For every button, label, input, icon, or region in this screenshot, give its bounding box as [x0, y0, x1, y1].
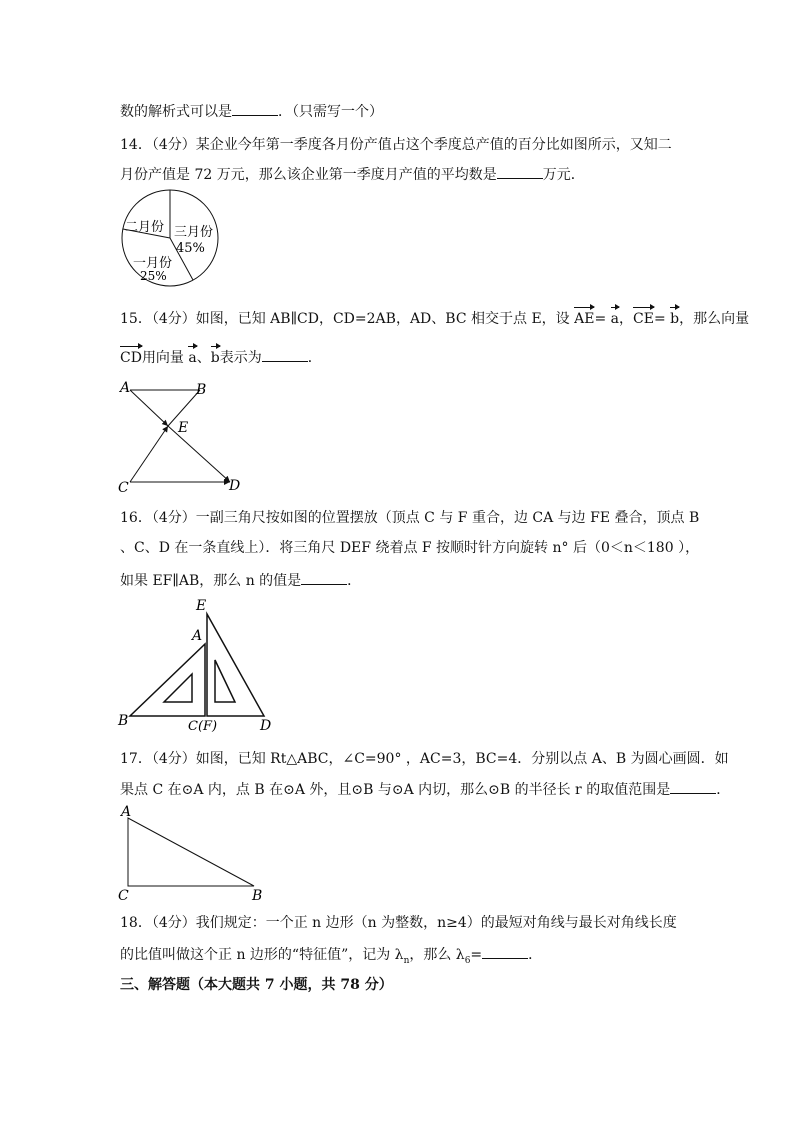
q16-period: ．: [347, 573, 362, 589]
label-a: A: [120, 380, 131, 396]
label-e: E: [196, 598, 207, 614]
q14-unit: 万元．: [542, 167, 585, 183]
q16-text: 如果 EF∥AB，那么 n 的值是: [120, 573, 302, 589]
prev-question-tail: [120, 101, 383, 122]
q14-text: 月份产值是 72 万元，那么该企业第一季度月产值的平均数是: [120, 167, 497, 183]
label-e: E: [178, 420, 189, 436]
label-d: D: [229, 478, 241, 494]
q15-period: ．: [307, 350, 322, 366]
q17-figure: [112, 802, 272, 906]
label-cf: C(F): [188, 719, 218, 734]
label-b: B: [252, 888, 263, 904]
label-a: A: [121, 804, 132, 820]
q15-text: 表示为: [219, 350, 262, 366]
q16-figure: [112, 596, 282, 736]
pie-pct-jan: 25%: [140, 269, 167, 283]
q17-text: 果点 C 在⊙A 内，点 B 在⊙A 外，且⊙B 与⊙A 内切，那么⊙B 的半径长 r 的取值范围是: [120, 782, 671, 798]
q15-figure: [112, 374, 252, 496]
section-three-title: 三、解答题（本大题共 7 小题，共 78 分）: [120, 977, 393, 993]
label-a: A: [192, 628, 203, 644]
vector-b: b: [670, 311, 680, 327]
equals-sign: =: [594, 311, 611, 327]
q16-line1: 16．（4分）一副三角尺按如图的位置摆放（顶点 C 与 F 重合，边 CA 与边 FE 叠合，顶点 B: [120, 510, 700, 526]
vector-b: b: [210, 350, 220, 366]
label-c: C: [118, 480, 129, 496]
comma: ，: [619, 311, 634, 327]
q15-text: 用向量: [141, 350, 184, 366]
prev-question-note: ．（只需写一个）: [278, 104, 383, 120]
segment-ce: [130, 426, 168, 482]
vector-ce: CE: [633, 311, 654, 327]
q15-line2: [120, 347, 322, 368]
equals-sign: =: [653, 311, 671, 327]
vector-ae: AE: [574, 311, 595, 327]
answer-blank: [482, 944, 528, 959]
separator: 、: [196, 350, 211, 366]
subscript-6: 6: [464, 955, 471, 966]
answer-blank: [262, 347, 308, 362]
vector-a: a: [610, 311, 620, 327]
q16-line2: 、C、D 在一条直线上）．将三角尺 DEF 绕着点 F 按顺时针方向旋转 n° 后（0＜n＜180 ），: [120, 540, 700, 556]
label-b: B: [196, 382, 207, 398]
q15-text: ，那么向量: [679, 311, 750, 327]
q16-line3: [120, 570, 361, 591]
triangle-def-hole: [215, 660, 235, 702]
q17-line1: 17．（4分）如图，已知 Rt△ABC，∠C=90° ，AC=3，BC=4．分别以点 A、B 为圆心画圆．如: [120, 751, 729, 767]
q17-line2: [120, 779, 730, 800]
q14-line1: 14．（4分）某企业今年第一季度各月份产值占这个季度总产值的百分比如图所示，又知二: [120, 137, 672, 153]
pie-label-jan: 一月份: [133, 256, 173, 271]
triangle-abc: [130, 644, 205, 716]
pie-label-mar: 三月份: [174, 225, 214, 240]
vector-cd: CD: [120, 350, 142, 366]
answer-blank: [301, 570, 347, 585]
prev-question-text: 数的解析式可以是: [120, 104, 232, 120]
label-c: C: [118, 888, 129, 904]
q18-line1: 18．（4分）我们规定：一个正 n 边形（n 为整数，n≥4）的最短对角线与最长对角线长度: [120, 915, 677, 931]
answer-blank: [670, 779, 716, 794]
pie-chart-figure: [118, 188, 228, 290]
q18-text: ，那么 λ: [409, 947, 465, 963]
answer-blank: [497, 164, 543, 179]
label-b: B: [118, 713, 129, 729]
pie-pct-mar: 45%: [176, 241, 205, 256]
q18-period: ．: [528, 947, 543, 963]
q18-text: 的比值叫做这个正 n 边形的“特征值”，记为 λ: [120, 947, 404, 963]
vector-a: a: [188, 350, 197, 366]
q18-line2: [120, 944, 542, 971]
q15-text: 15．（4分）如图，已知 AB∥CD，CD=2AB，AD、BC 相交于点 E，设: [120, 311, 570, 327]
q14-line2: [120, 164, 585, 185]
answer-blank: [232, 101, 278, 116]
triangle-abc-hole: [164, 674, 192, 702]
q17-period: ．: [716, 782, 731, 798]
subscript-n: n: [403, 955, 410, 966]
triangle-abc: [128, 818, 254, 886]
label-d: D: [260, 718, 272, 734]
pie-label-feb: 二月份: [125, 220, 165, 235]
q15-line1: [120, 309, 749, 329]
equals-sign: =: [470, 947, 483, 963]
segment-ae: [130, 390, 168, 426]
